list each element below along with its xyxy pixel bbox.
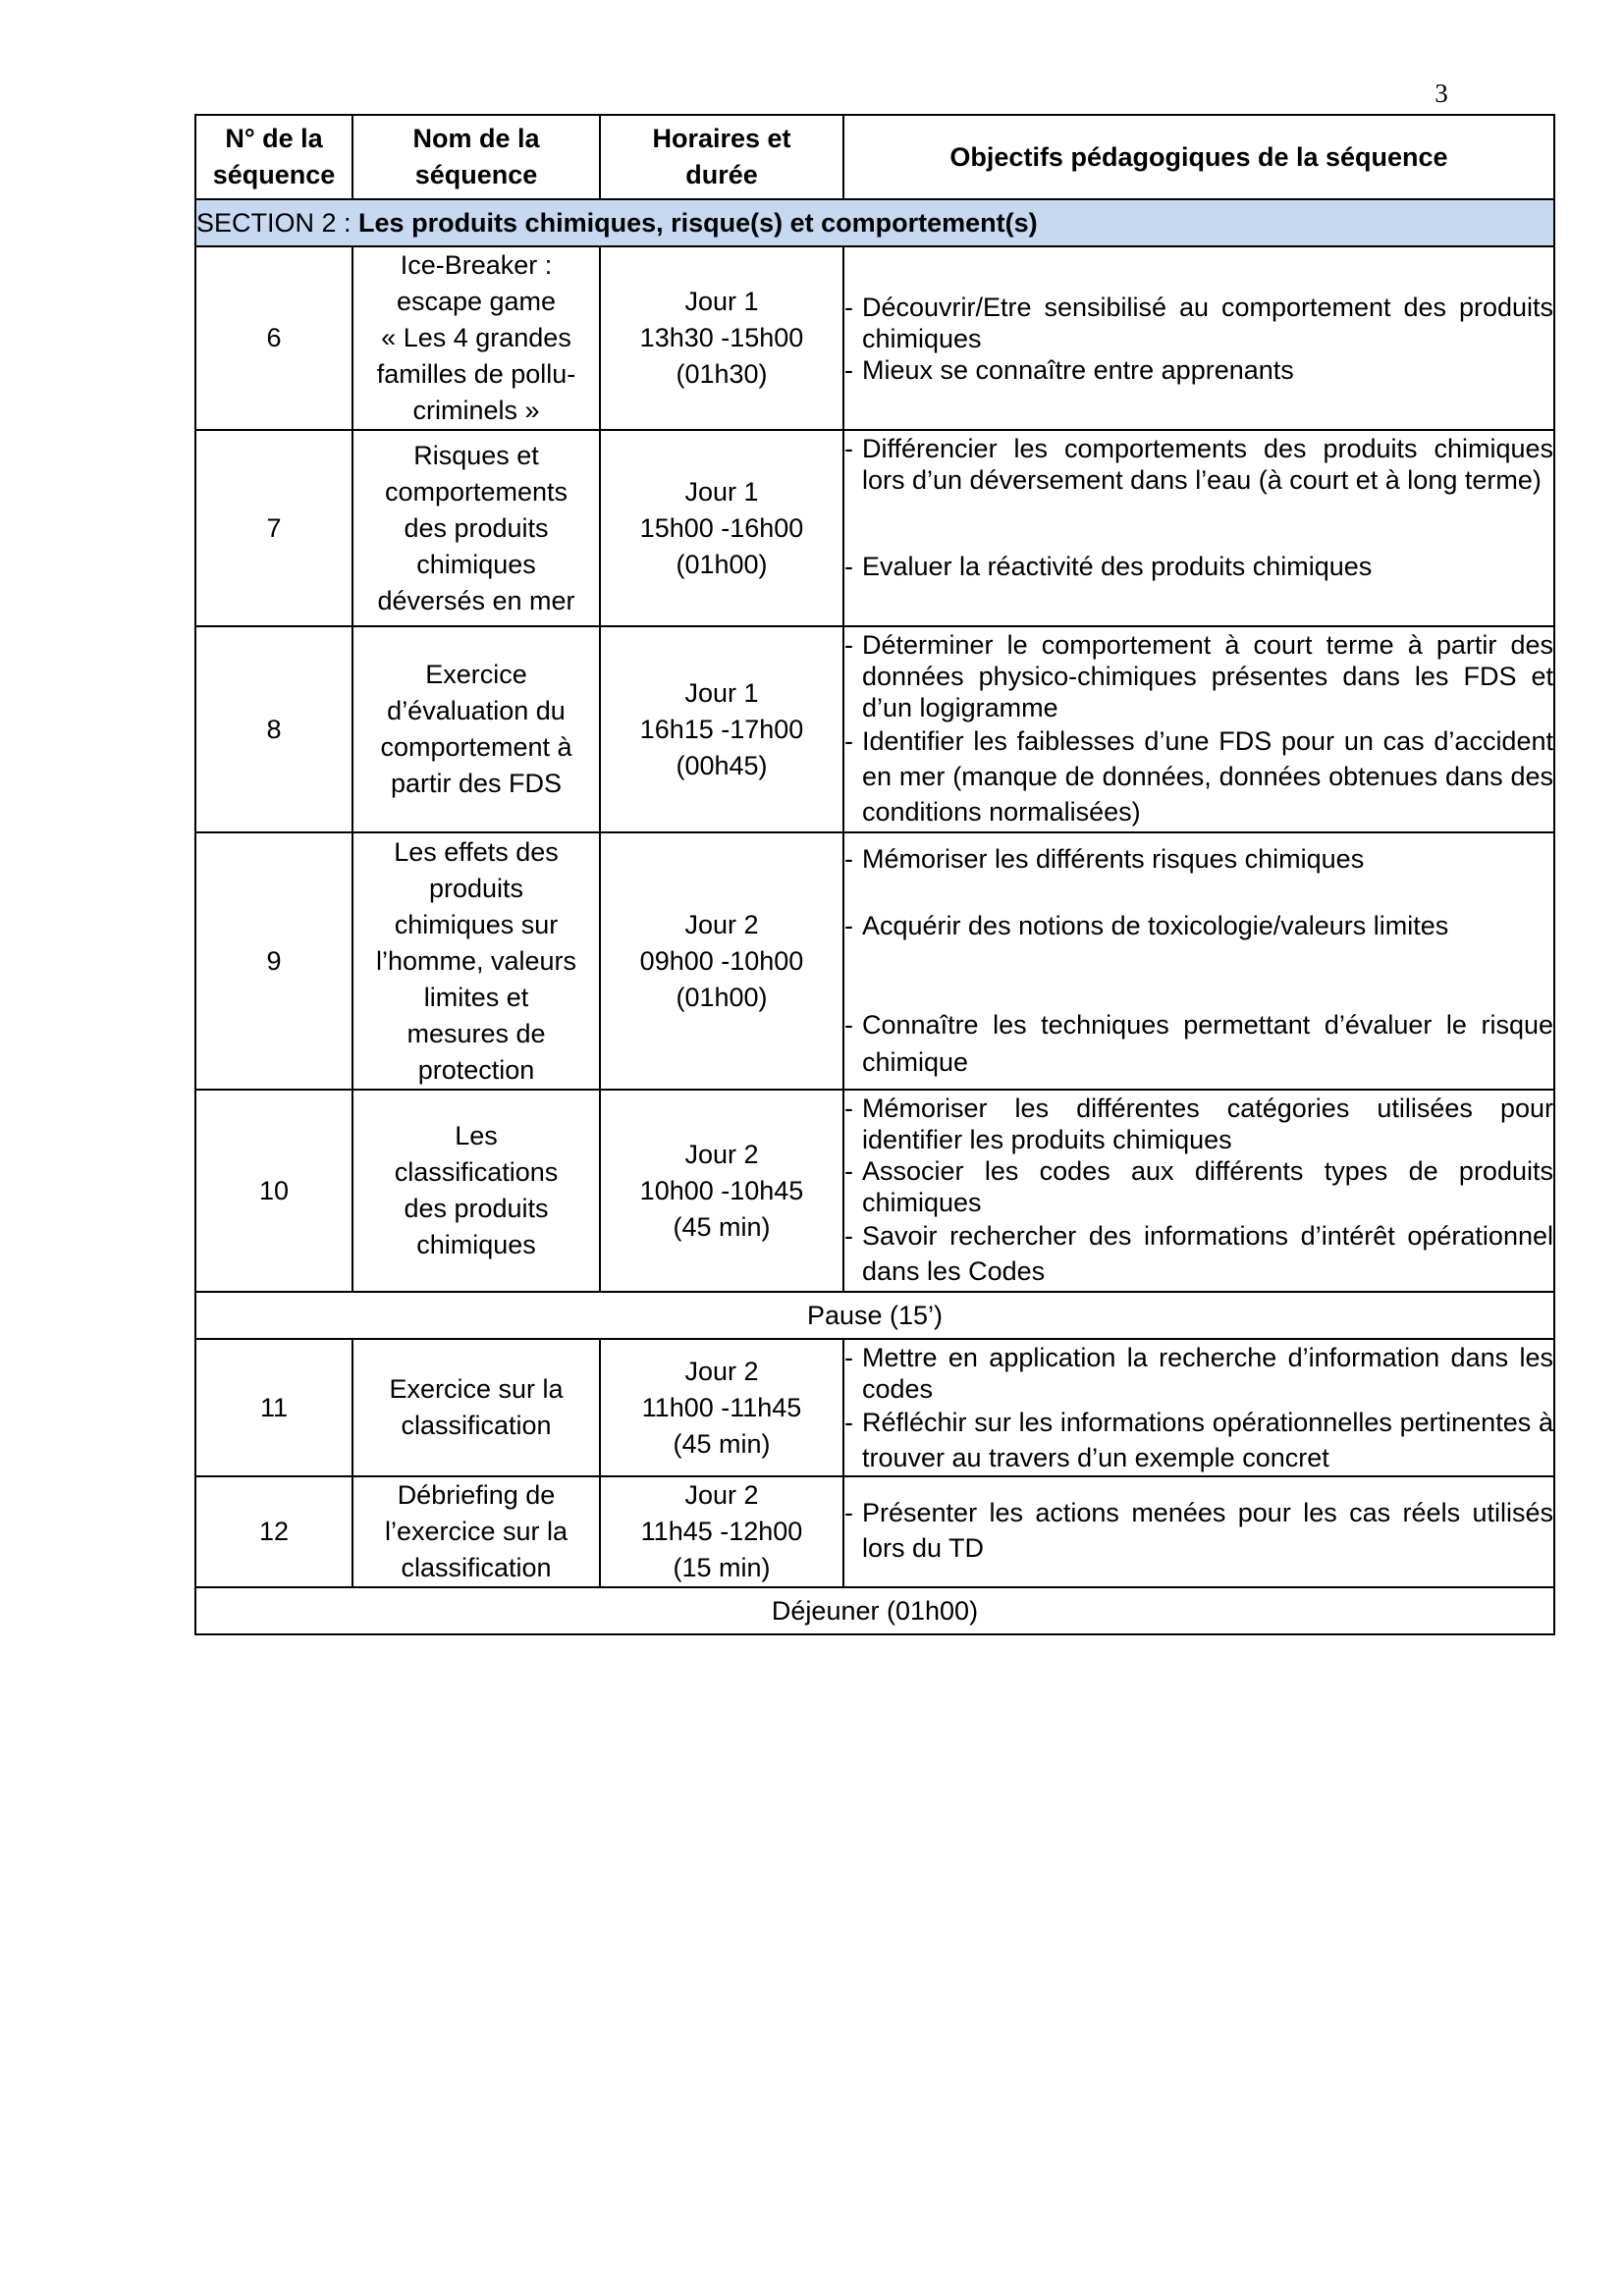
table-row <box>195 832 1554 1090</box>
dash-bullet: - <box>844 1343 853 1372</box>
header-line: Nom de la <box>412 124 540 153</box>
objective-item <box>844 1006 1553 1081</box>
page-number: 3 <box>1435 79 1448 108</box>
spacer <box>844 496 1553 551</box>
dash-bullet: - <box>844 1010 853 1040</box>
dash-bullet: - <box>844 552 853 581</box>
section-prefix: SECTION 2 : <box>196 208 359 238</box>
schedule-line: 10h00 -10h45 <box>639 1175 804 1205</box>
sequence-schedule <box>600 246 843 430</box>
header-line: séquence <box>414 160 538 189</box>
dash-bullet: - <box>844 911 853 940</box>
schedule-line: Jour 2 <box>684 1480 759 1510</box>
name-line: escape game <box>396 287 557 316</box>
objective-text: Associer les codes aux différents types de produits chimiques <box>862 1156 1553 1217</box>
name-line: classification <box>401 1553 552 1582</box>
header-schedule <box>600 115 843 199</box>
schedule-line: (45 min) <box>673 1428 771 1459</box>
sequence-name <box>352 1476 600 1587</box>
header-sequence-name <box>352 115 600 199</box>
objective-text: Réfléchir sur les informations opérationnelles pertinentes à trouver au travers d’un exemple concret <box>862 1408 1553 1472</box>
sequence-name <box>352 430 600 626</box>
table-header-row <box>195 115 1554 199</box>
objective-text: Savoir rechercher des informations d’intérêt opérationnel dans les Codes <box>862 1221 1553 1286</box>
table-row <box>195 1090 1554 1292</box>
sequence-name <box>352 246 600 430</box>
sequence-objectives <box>843 1090 1554 1292</box>
name-line: déversés en mer <box>377 585 575 615</box>
name-line: familles de pollu- <box>376 359 576 389</box>
schedule-line: (45 min) <box>673 1211 771 1242</box>
sequence-schedule <box>600 1339 843 1476</box>
schedule-line: (01h30) <box>676 359 768 389</box>
name-line: limites et <box>423 982 529 1012</box>
schedule-line: 11h00 -11h45 <box>641 1392 802 1422</box>
name-line: mesures de <box>406 1018 546 1048</box>
sequence-name <box>352 1090 600 1292</box>
objective-text: Evaluer la réactivité des produits chimiques <box>862 552 1373 581</box>
sequence-number: 10 <box>195 1090 352 1292</box>
objective-text: Mémoriser les différentes catégories utilisées pour identifier les produits chimiques <box>862 1094 1553 1154</box>
name-line: Ice-Breaker : <box>400 250 553 280</box>
objective-text: Découvrir/Etre sensibilisé au comportement des produits chimiques <box>862 292 1553 353</box>
objective-text: Différencier les comportements des produits chimiques lors d’un déversement dans l’eau (à court et à long terme) <box>862 434 1553 495</box>
name-line: chimiques sur <box>394 909 559 939</box>
name-line: Risques et <box>413 440 539 470</box>
dash-bullet: - <box>844 1156 853 1186</box>
lunch-row <box>195 1587 1554 1634</box>
objective-item <box>844 1495 1553 1566</box>
name-line: chimiques <box>416 549 536 579</box>
sequence-schedule <box>600 626 843 832</box>
sequence-schedule <box>600 1476 843 1587</box>
objective-item <box>844 1405 1553 1475</box>
name-line: classifications <box>394 1157 559 1187</box>
objective-item <box>844 292 1553 354</box>
objective-text: Identifier les faiblesses d’une FDS pour un cas d’accident en mer (manque de données, données obtenues dans des conditions normalisées) <box>862 726 1553 827</box>
sequence-number: 12 <box>195 1476 352 1587</box>
sequence-objectives <box>843 246 1554 430</box>
dash-bullet: - <box>844 434 853 463</box>
name-line: chimiques <box>416 1230 536 1259</box>
schedule-line: Jour 1 <box>684 677 759 708</box>
schedule-line: Jour 1 <box>684 476 759 507</box>
name-line: comportements <box>384 476 568 507</box>
name-line: des produits <box>404 512 549 543</box>
header-objectives: Objectifs pédagogiques de la séquence <box>843 115 1554 199</box>
spacer <box>844 875 1553 910</box>
objective-text: Acquérir des notions de toxicologie/valeurs limites <box>862 911 1449 940</box>
table-row <box>195 626 1554 832</box>
dash-bullet: - <box>844 1221 853 1251</box>
header-sequence-number <box>195 115 352 199</box>
header-line: N° de la <box>225 124 323 153</box>
name-line: l’homme, valeurs <box>375 945 577 976</box>
name-line: Exercice sur la <box>389 1374 564 1404</box>
schedule-line: 15h00 -16h00 <box>639 512 804 543</box>
sequence-objectives <box>843 430 1554 626</box>
sequence-name <box>352 1339 600 1476</box>
pause-row <box>195 1292 1554 1339</box>
section-title <box>195 199 1554 246</box>
table-row <box>195 1476 1554 1587</box>
name-line: Débriefing de <box>397 1480 556 1510</box>
sequence-number: 8 <box>195 626 352 832</box>
sequence-number: 7 <box>195 430 352 626</box>
objective-item <box>844 1342 1553 1405</box>
section-heading: Les produits chimiques, risque(s) et comportement(s) <box>358 208 1038 238</box>
dash-bullet: - <box>844 1094 853 1123</box>
name-line: comportement à <box>380 732 572 762</box>
name-line: Les <box>455 1121 498 1150</box>
dash-bullet: - <box>844 292 853 322</box>
objective-item <box>844 1218 1553 1289</box>
header-line: séquence <box>212 160 336 189</box>
sequence-schedule <box>600 832 843 1090</box>
spacer <box>844 941 1553 1006</box>
objective-item <box>844 354 1553 386</box>
dash-bullet: - <box>844 844 853 874</box>
objective-text: Déterminer le comportement à court terme à partir des données physico-chimiques présentes dans les FDS et d’un logigramme <box>862 630 1553 722</box>
name-line: partir des FDS <box>390 769 563 798</box>
sequence-objectives <box>843 626 1554 832</box>
objective-item <box>844 1155 1553 1218</box>
sequence-objectives <box>843 1476 1554 1587</box>
pause-label: Pause (15’) <box>195 1292 1554 1339</box>
section-row <box>195 199 1554 246</box>
name-line: l’exercice sur la <box>384 1517 568 1546</box>
schedule-line: Jour 2 <box>684 1356 759 1386</box>
sequence-number: 9 <box>195 832 352 1090</box>
schedule-line: Jour 2 <box>684 1139 759 1169</box>
schedule-line: Jour 1 <box>684 287 759 316</box>
table-row <box>195 1339 1554 1476</box>
name-line: criminels » <box>412 396 540 425</box>
dash-bullet: - <box>844 1498 853 1527</box>
objective-text: Mémoriser les différents risques chimiques <box>862 844 1365 874</box>
header-line: Horaires et <box>652 124 791 153</box>
dash-bullet: - <box>844 726 853 756</box>
sequence-number: 6 <box>195 246 352 430</box>
schedule-line: (01h00) <box>676 982 768 1012</box>
header-line: durée <box>685 160 758 189</box>
name-line: produits <box>428 873 524 903</box>
schedule-line: (01h00) <box>676 549 768 579</box>
dash-bullet: - <box>844 354 853 385</box>
sequence-name <box>352 832 600 1090</box>
objective-text: Présenter les actions menées pour les cas réels utilisés lors du TD <box>862 1498 1553 1563</box>
name-line: Exercice <box>425 660 527 689</box>
schedule-line: 09h00 -10h00 <box>639 945 804 976</box>
objective-item <box>844 843 1553 875</box>
schedule-line: (15 min) <box>673 1553 771 1582</box>
sequence-objectives <box>843 832 1554 1090</box>
sequence-name <box>352 626 600 832</box>
sequence-number: 11 <box>195 1339 352 1476</box>
objective-item <box>844 551 1553 582</box>
name-line: « Les 4 grandes <box>381 323 571 352</box>
schedule-line: 16h15 -17h00 <box>639 714 804 744</box>
objective-item <box>844 433 1553 496</box>
table-row <box>195 430 1554 626</box>
objective-item <box>844 1093 1553 1155</box>
dash-bullet: - <box>844 630 853 660</box>
dash-bullet: - <box>844 1408 853 1437</box>
objective-item <box>844 723 1553 829</box>
objective-text: Mettre en application la recherche d’information dans les codes <box>862 1343 1553 1404</box>
name-line: d’évaluation du <box>387 696 566 725</box>
sequence-table <box>194 114 1555 1635</box>
schedule-line: 11h45 -12h00 <box>640 1517 803 1546</box>
name-line: protection <box>417 1054 535 1085</box>
sequence-objectives <box>843 1339 1554 1476</box>
schedule-line: Jour 2 <box>684 909 759 939</box>
objective-item <box>844 910 1553 941</box>
objective-text: Mieux se connaître entre apprenants <box>862 354 1294 385</box>
sequence-schedule <box>600 1090 843 1292</box>
lunch-label: Déjeuner (01h00) <box>195 1587 1554 1634</box>
name-line: classification <box>401 1411 552 1440</box>
schedule-line: (00h45) <box>676 750 768 780</box>
schedule-line: 13h30 -15h00 <box>639 323 804 352</box>
name-line: des produits <box>404 1194 549 1223</box>
sequence-schedule <box>600 430 843 626</box>
name-line: Les effets des <box>394 836 559 867</box>
table-row <box>195 246 1554 430</box>
objective-item <box>844 629 1553 723</box>
objective-text: Connaître les techniques permettant d’évaluer le risque chimique <box>862 1010 1553 1077</box>
